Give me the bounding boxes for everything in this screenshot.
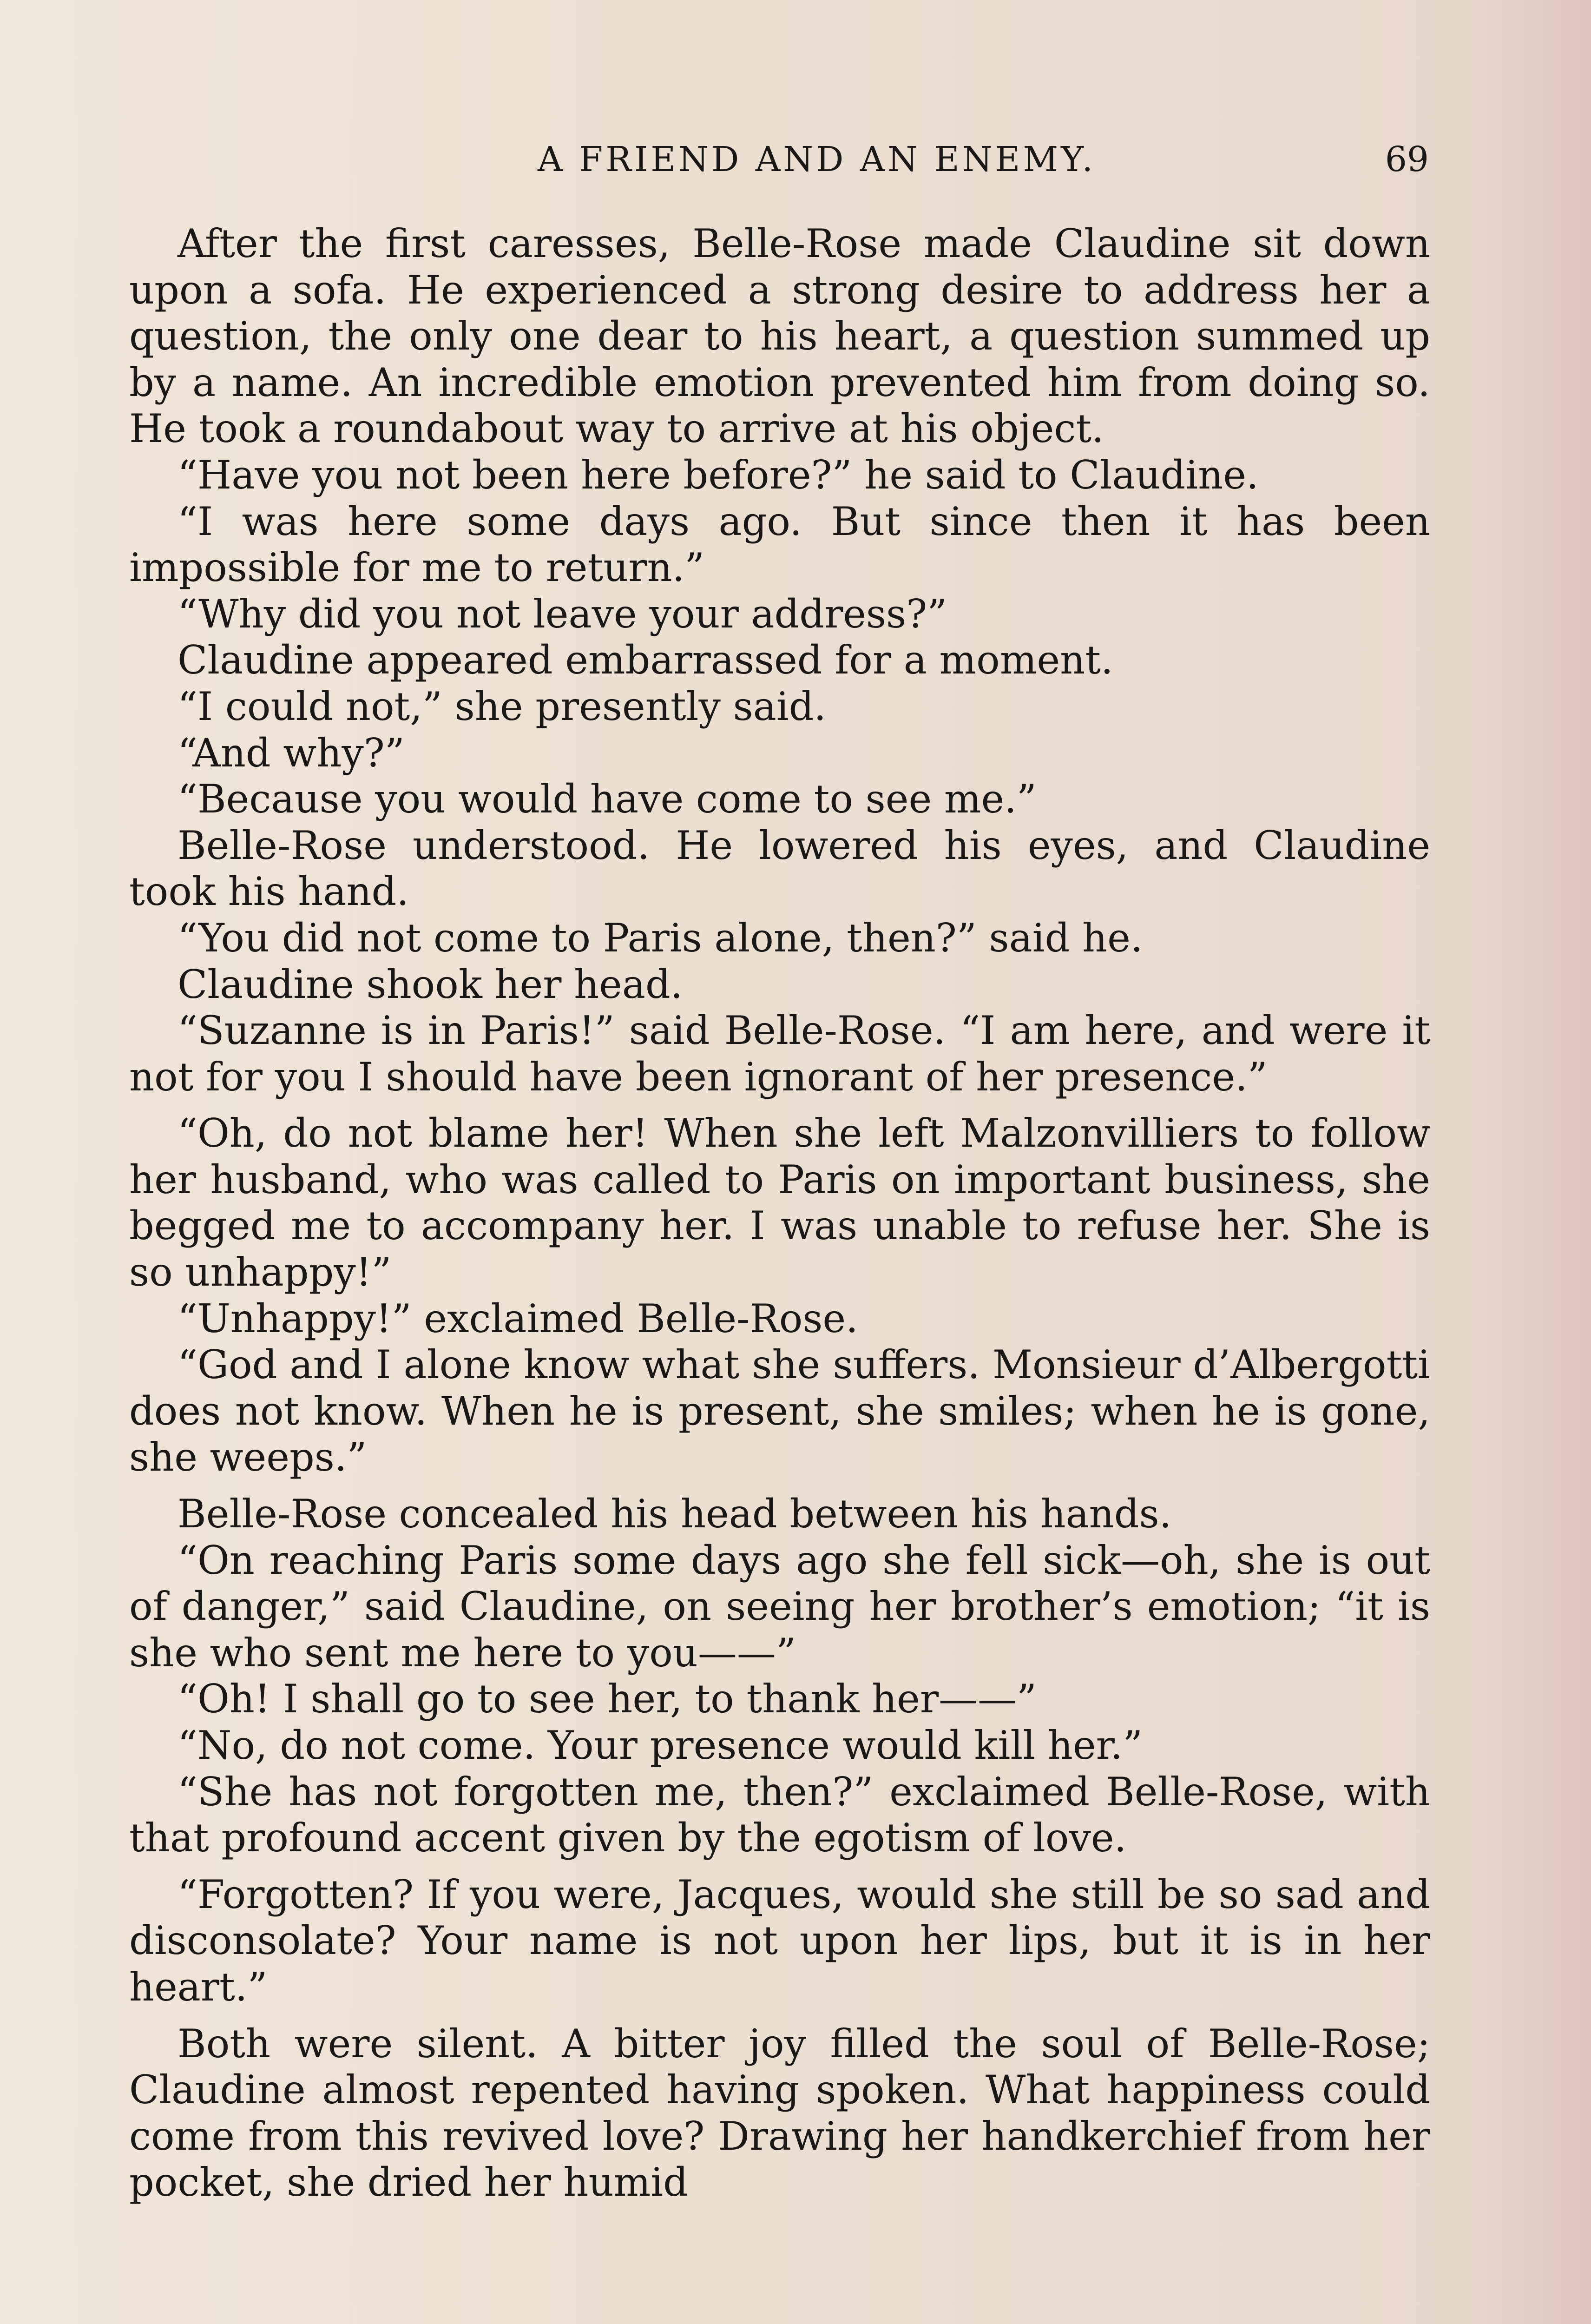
body-text — [129, 221, 1430, 2206]
paragraph: “And why?” — [178, 730, 405, 776]
paragraph: Both were silent. A bitter joy filled the soul of Belle-Rose; Claudine almost repented having spoken. What happiness could come from this revived love? Drawing her handkerchief from her pocket, she dried her humid — [129, 2020, 1430, 2205]
paragraph: “She has not forgotten me, then?” exclaimed Belle-Rose, with that profound accent given by the egotism of love. — [129, 1769, 1430, 1861]
paragraph: “Unhappy!” exclaimed Belle-Rose. — [178, 1295, 858, 1341]
paragraph: “Suzanne is in Paris!” said Belle-Rose. “I am here, and were it not for you I should have been ignorant of her presence.” — [129, 1008, 1430, 1100]
paragraph: “Why did you not leave your address?” — [178, 591, 947, 637]
paragraph: “Oh! I shall go to see her, to thank her——” — [178, 1676, 1037, 1722]
running-title: A FRIEND AND AN ENEMY. — [537, 139, 1096, 179]
paragraph: “Have you not been here before?” he said to Claudine. — [178, 452, 1259, 498]
paragraph: “Because you would have come to see me.” — [178, 776, 1037, 822]
paragraph: “Oh, do not blame her! When she left Malzonvilliers to follow her husband, who was called to Paris on important business, she begged me to accompany her. I was unable to refuse her. She is so unhappy!” — [129, 1110, 1430, 1295]
paragraph: Claudine appeared embarrassed for a moment. — [178, 637, 1113, 683]
paragraph: “You did not come to Paris alone, then?” said he. — [178, 915, 1143, 961]
page-number: 69 — [1385, 139, 1429, 179]
paragraph: After the first caresses, Belle-Rose made Claudine sit down upon a sofa. He experienced a strong desire to address her a question, the only one dear to his heart, a question summed up by a name. An incredible emotion prevented him from doing so. He took a roundabout way to arrive at his object. — [129, 221, 1430, 452]
paragraph: Claudine shook her head. — [178, 961, 683, 1007]
running-header — [130, 139, 1429, 195]
paragraph: Belle-Rose understood. He lowered his eyes, and Claudine took his hand. — [129, 822, 1430, 915]
paragraph: “On reaching Paris some days ago she fell sick—oh, she is out of danger,” said Claudine, on seeing her brother’s emotion; “it is she who sent me here to you——” — [129, 1537, 1430, 1676]
paragraph: “No, do not come. Your presence would kill her.” — [178, 1723, 1143, 1768]
paragraph: “God and I alone know what she suffers. Monsieur d’Albergotti does not know. When he is present, she smiles; when he is gone, she weeps.” — [129, 1342, 1430, 1480]
paragraph: “I was here some days ago. But since then it has been impossible for me to return.” — [129, 498, 1430, 591]
paragraph: “I could not,” she presently said. — [178, 683, 827, 729]
paragraph: Belle-Rose concealed his head between his hands. — [178, 1491, 1172, 1537]
paragraph: “Forgotten? If you were, Jacques, would she still be so sad and disconsolate? Your name is not upon her lips, but it is in her heart.” — [129, 1871, 1430, 2010]
